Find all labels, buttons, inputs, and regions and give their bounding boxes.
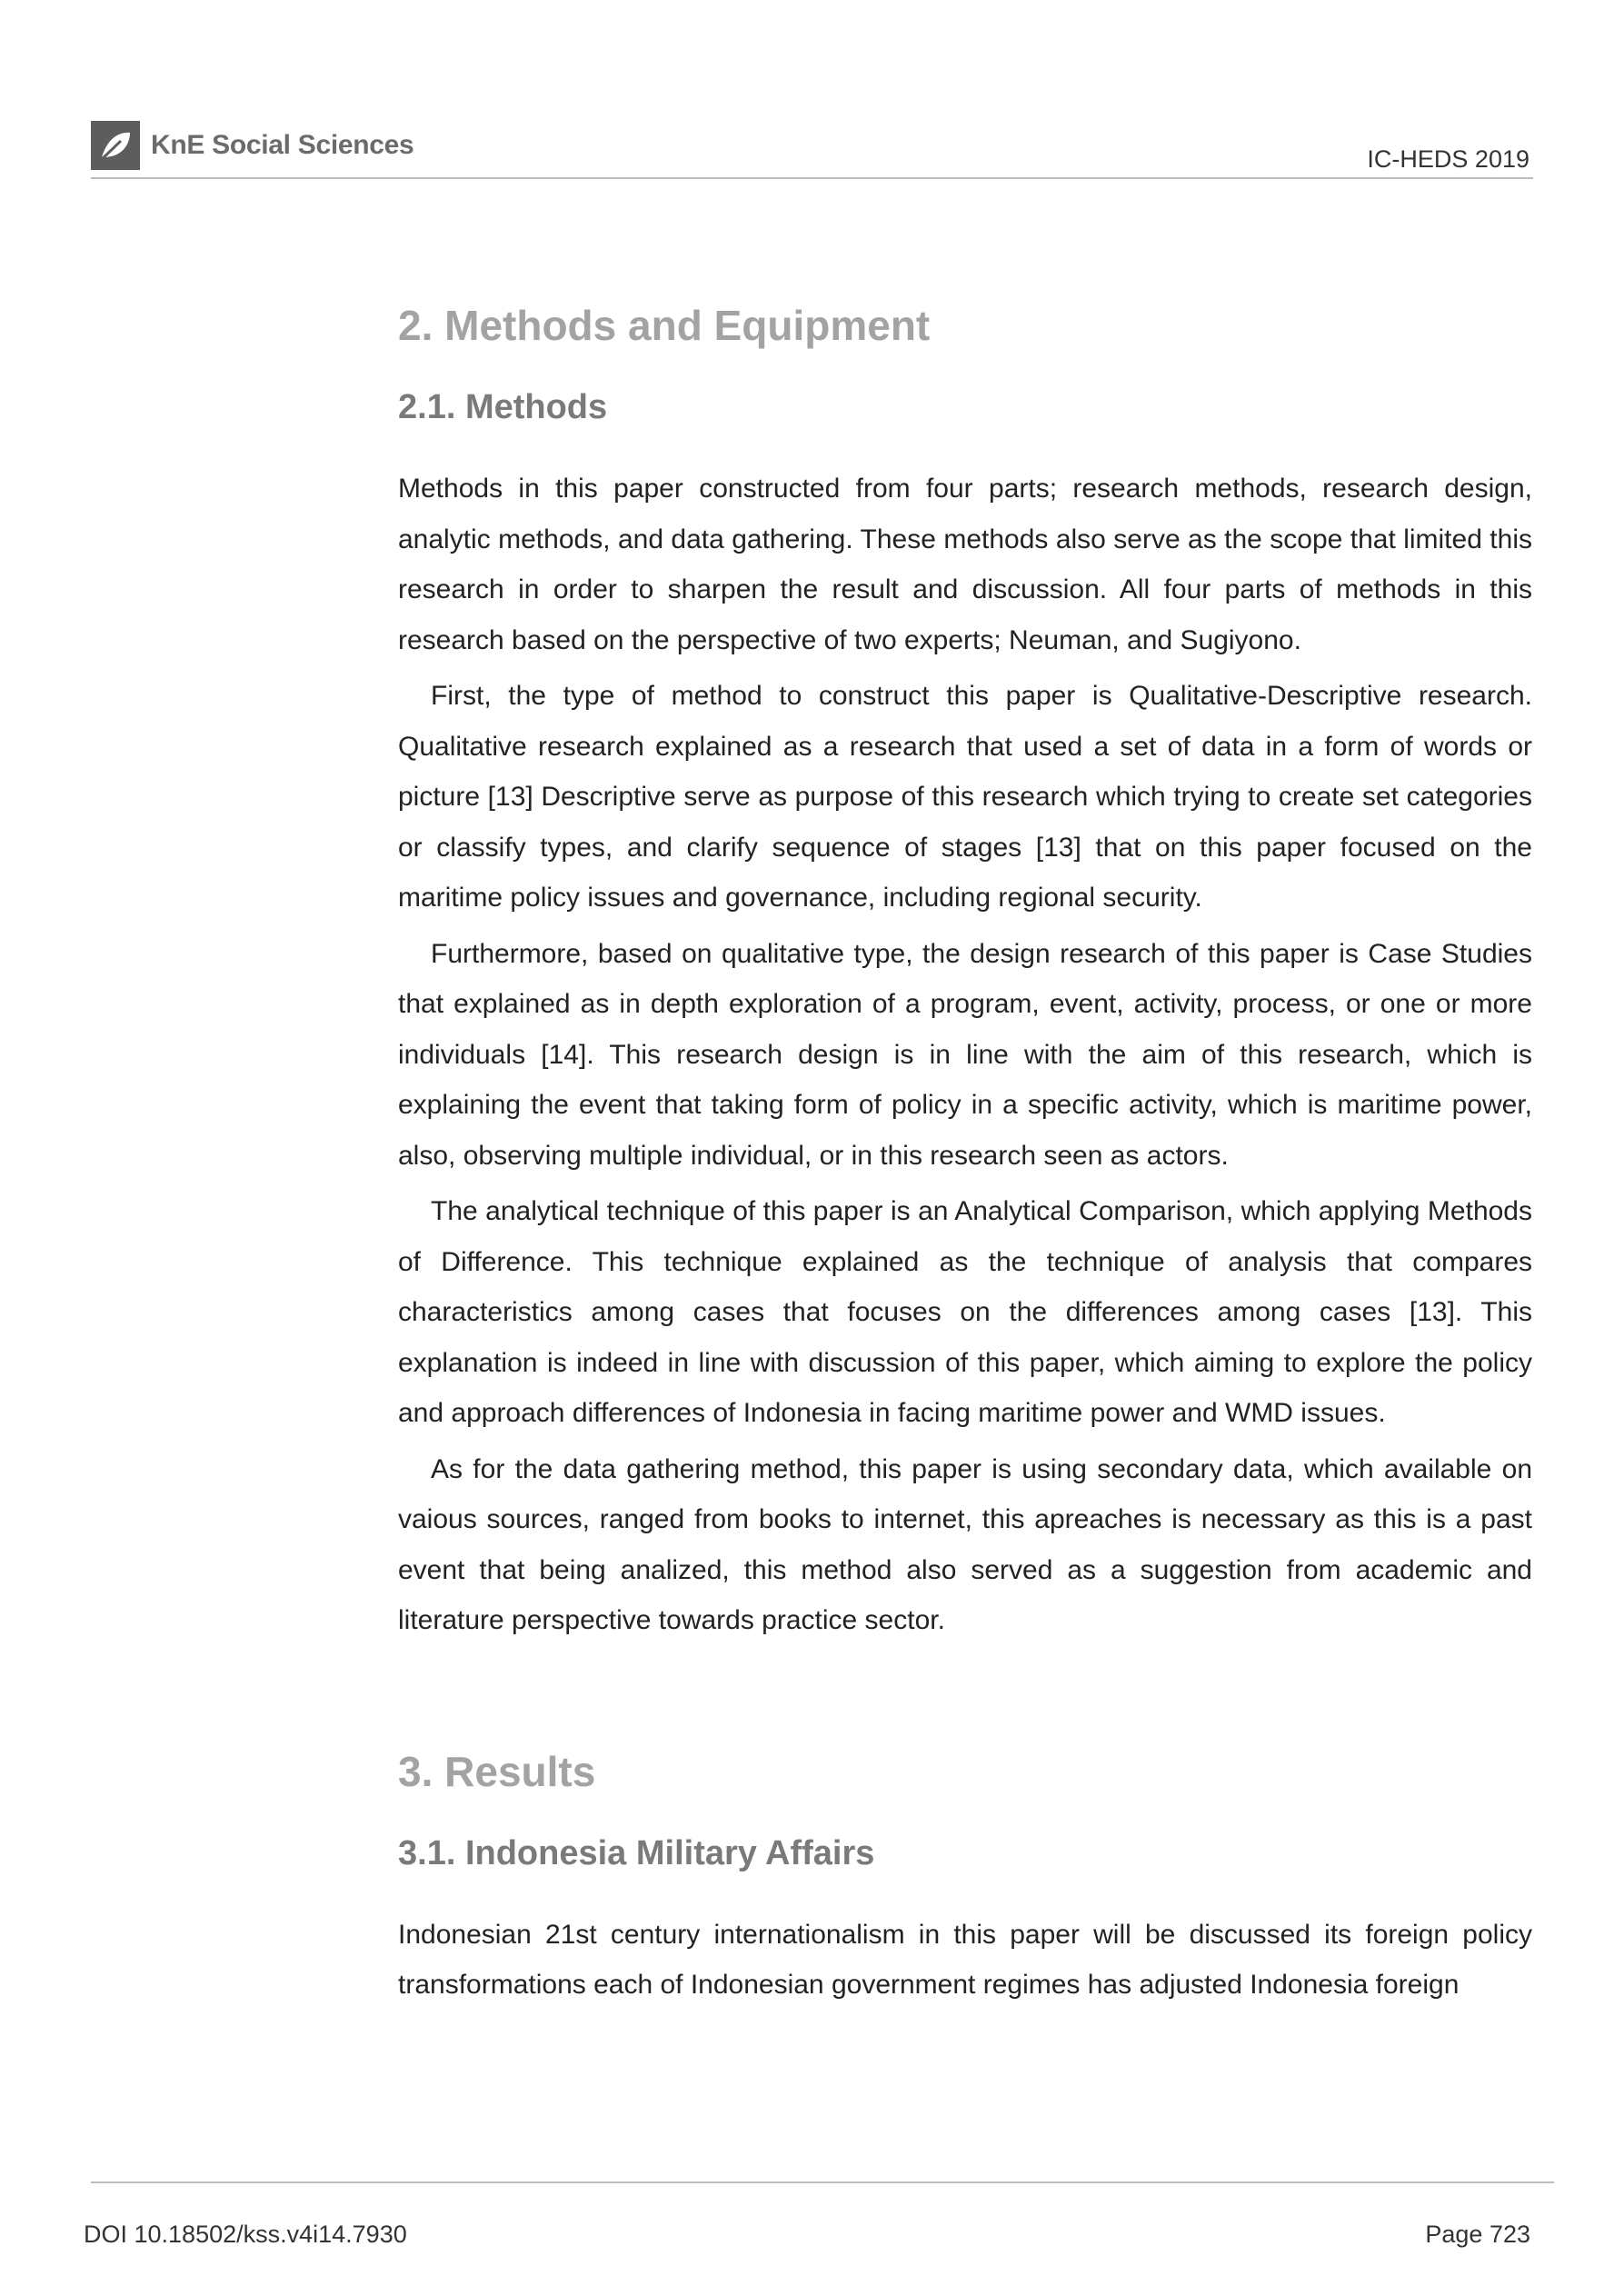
section-title-methods: 2. Methods and Equipment [398, 302, 931, 349]
subsection-title-military-affairs: 3.1. Indonesia Military Affairs [398, 1833, 875, 1872]
section-title-results: 3. Results [398, 1747, 596, 1795]
footer-divider [91, 2181, 1554, 2183]
paragraph: Methods in this paper constructed from four parts; research methods, research design, analytic methods, and data gathering. These methods also serve as the scope that limited this research in order to sharpen the result and discussion. All four parts of methods in this research based on the perspective of two experts; Neuman, and Sugiyono. [398, 474, 1532, 655]
paragraph: Indonesian 21st century internationalism in this paper will be discussed its foreign policy transformations each of Indonesian government regimes has adjusted Indonesia foreign [398, 1919, 1532, 2000]
journal-logo [91, 121, 413, 170]
paragraph: First, the type of method to construct this paper is Qualitative-Descriptive research. Qualitative research explained as a research that used a set of data in a form of words or picture [13] Descriptive serve as purpose of this research which trying to create set categories or classify types, and clarify sequence of stages [13] that on this paper focused on the maritime policy issues and governance, including regional security. [398, 681, 1532, 913]
header-divider [91, 177, 1533, 179]
doi-link[interactable]: DOI 10.18502/kss.v4i14.7930 [84, 2221, 407, 2248]
page-number: Page 723 [1425, 2221, 1530, 2248]
page-content [398, 300, 1532, 2011]
journal-code: IC-HEDS 2019 [1367, 145, 1529, 173]
paragraph: The analytical technique of this paper is an Analytical Comparison, which applying Methods of Difference. This technique explained as the technique of analysis that compares characteristics among cases that focuses on the differences among cases [13]. This explanation is indeed in line with discussion of this paper, which aiming to explore the policy and approach differences of Indonesia in facing maritime power and WMD issues. [398, 1196, 1532, 1428]
leaf-logo-icon [91, 121, 140, 170]
paragraph: As for the data gathering method, this paper is using secondary data, which available on vaious sources, ranged from books to internet, this apreaches is necessary as this is a past event that being analized, this method also served as a suggestion from academic and literature perspective towards practice sector. [398, 1453, 1532, 1635]
subsection-title-methods: 2.1. Methods [398, 388, 608, 426]
logo-text: KnE Social Sciences [151, 130, 414, 160]
paragraph: Furthermore, based on qualitative type, the design research of this paper is Case Studies that explained as in depth exploration of a program, event, activity, process, or one or more individuals [14]. This research design is in line with the aim of this research, which is explaining the event that taking form of policy in a specific activity, which is maritime power, also, observing multiple individual, or in this research seen as actors. [398, 938, 1532, 1171]
